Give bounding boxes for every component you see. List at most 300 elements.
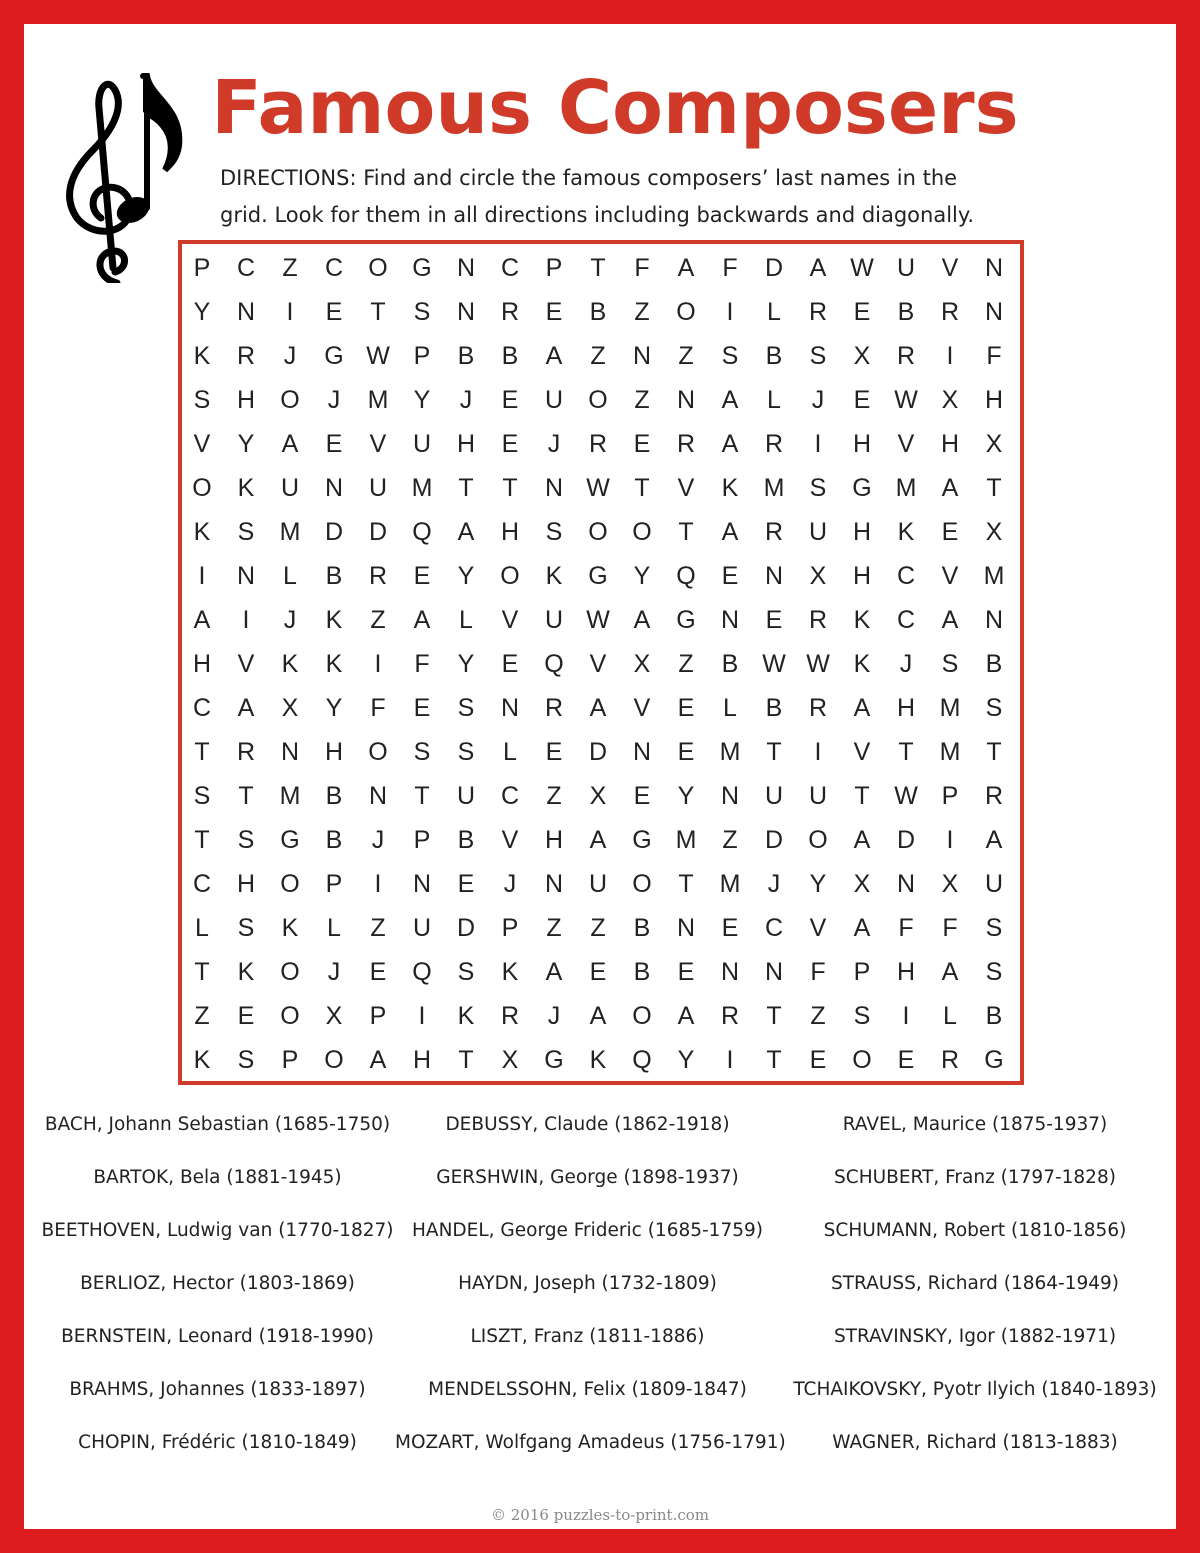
grid-cell[interactable]: H — [984, 385, 1004, 414]
grid-cell[interactable]: K — [193, 1045, 211, 1074]
grid-cell[interactable]: Q — [412, 517, 432, 546]
grid-cell[interactable]: O — [500, 561, 520, 590]
grid-cell[interactable]: F — [722, 253, 738, 282]
grid-cell[interactable]: E — [721, 913, 739, 942]
grid-cell[interactable]: N — [500, 693, 520, 722]
grid-cell[interactable]: Z — [282, 253, 298, 282]
grid-cell[interactable]: B — [897, 297, 915, 326]
grid-cell[interactable]: F — [810, 957, 826, 986]
grid-cell[interactable]: G — [852, 473, 872, 502]
grid-cell[interactable]: N — [764, 957, 784, 986]
grid-cell[interactable]: O — [368, 253, 388, 282]
grid-cell[interactable]: L — [767, 385, 781, 414]
grid-cell[interactable]: E — [633, 429, 651, 458]
grid-cell[interactable]: B — [765, 693, 783, 722]
grid-cell[interactable]: E — [677, 957, 695, 986]
grid-cell[interactable]: C — [896, 561, 916, 590]
grid-cell[interactable]: V — [897, 429, 915, 458]
grid-cell[interactable]: I — [374, 649, 382, 678]
grid-cell[interactable]: P — [193, 253, 211, 282]
grid-cell[interactable]: H — [544, 825, 564, 854]
grid-cell[interactable]: U — [544, 605, 564, 634]
grid-cell[interactable]: A — [853, 825, 871, 854]
grid-cell[interactable]: R — [764, 429, 784, 458]
grid-cell[interactable]: Z — [370, 913, 386, 942]
grid-cell[interactable]: V — [193, 429, 211, 458]
grid-cell[interactable]: U — [456, 781, 476, 810]
grid-cell[interactable]: O — [852, 1045, 872, 1074]
grid-cell[interactable]: O — [588, 517, 608, 546]
grid-cell[interactable]: A — [809, 253, 827, 282]
grid-cell[interactable]: J — [503, 869, 517, 898]
grid-cell[interactable]: T — [766, 737, 782, 766]
grid-cell[interactable]: W — [894, 385, 918, 414]
grid-cell[interactable]: E — [897, 1045, 915, 1074]
grid-cell[interactable]: B — [985, 1001, 1003, 1030]
grid-cell[interactable]: F — [898, 913, 914, 942]
grid-cell[interactable]: T — [766, 1045, 782, 1074]
grid-cell[interactable]: F — [634, 253, 650, 282]
grid-cell[interactable]: T — [414, 781, 430, 810]
grid-cell[interactable]: U — [808, 517, 828, 546]
grid-cell[interactable]: V — [369, 429, 387, 458]
grid-cell[interactable]: N — [544, 869, 564, 898]
grid-cell[interactable]: L — [503, 737, 517, 766]
grid-cell[interactable]: R — [544, 693, 564, 722]
grid-cell[interactable]: Z — [634, 297, 650, 326]
grid-cell[interactable]: B — [633, 913, 651, 942]
grid-cell[interactable]: Y — [809, 869, 827, 898]
grid-cell[interactable]: E — [941, 517, 959, 546]
grid-cell[interactable]: M — [279, 781, 301, 810]
grid-cell[interactable]: W — [366, 341, 390, 370]
grid-cell[interactable]: O — [280, 1001, 300, 1030]
grid-cell[interactable]: Q — [632, 1045, 652, 1074]
grid-cell[interactable]: N — [456, 253, 476, 282]
grid-cell[interactable]: S — [721, 341, 739, 370]
grid-cell[interactable]: A — [413, 605, 431, 634]
grid-cell[interactable]: U — [280, 473, 300, 502]
grid-cell[interactable]: P — [853, 957, 871, 986]
grid-cell[interactable]: L — [767, 297, 781, 326]
grid-cell[interactable]: L — [283, 561, 297, 590]
grid-cell[interactable]: A — [721, 385, 739, 414]
grid-cell[interactable]: Z — [810, 1001, 826, 1030]
grid-cell[interactable]: W — [894, 781, 918, 810]
grid-cell[interactable]: U — [588, 869, 608, 898]
grid-cell[interactable]: U — [764, 781, 784, 810]
grid-cell[interactable]: A — [853, 693, 871, 722]
grid-cell[interactable]: E — [501, 429, 519, 458]
grid-cell[interactable]: P — [281, 1045, 299, 1074]
grid-cell[interactable]: S — [809, 341, 827, 370]
grid-cell[interactable]: D — [456, 913, 476, 942]
grid-cell[interactable]: I — [814, 737, 822, 766]
grid-cell[interactable]: Z — [634, 385, 650, 414]
grid-cell[interactable]: S — [853, 1001, 871, 1030]
grid-cell[interactable]: Z — [590, 913, 606, 942]
grid-cell[interactable]: A — [677, 1001, 695, 1030]
grid-cell[interactable]: E — [325, 297, 343, 326]
grid-cell[interactable]: J — [811, 385, 825, 414]
grid-cell[interactable]: C — [896, 605, 916, 634]
grid-cell[interactable]: J — [327, 957, 341, 986]
grid-cell[interactable]: N — [456, 297, 476, 326]
grid-cell[interactable]: R — [764, 517, 784, 546]
grid-cell[interactable]: M — [983, 561, 1005, 590]
grid-cell[interactable]: E — [501, 385, 519, 414]
grid-cell[interactable]: K — [501, 957, 519, 986]
grid-cell[interactable]: K — [545, 561, 563, 590]
grid-cell[interactable]: M — [719, 869, 741, 898]
grid-cell[interactable]: A — [369, 1045, 387, 1074]
grid-cell[interactable]: N — [280, 737, 300, 766]
grid-cell[interactable]: S — [237, 825, 255, 854]
grid-cell[interactable]: X — [985, 429, 1003, 458]
grid-cell[interactable]: E — [853, 385, 871, 414]
grid-cell[interactable]: N — [632, 737, 652, 766]
grid-cell[interactable]: G — [676, 605, 696, 634]
grid-cell[interactable]: E — [853, 297, 871, 326]
grid-cell[interactable]: V — [633, 693, 651, 722]
grid-cell[interactable]: C — [324, 253, 344, 282]
grid-cell[interactable]: T — [590, 253, 606, 282]
grid-cell[interactable]: N — [676, 913, 696, 942]
grid-cell[interactable]: I — [814, 429, 822, 458]
grid-cell[interactable]: O — [808, 825, 828, 854]
grid-cell[interactable]: K — [237, 473, 255, 502]
grid-cell[interactable]: U — [544, 385, 564, 414]
grid-cell[interactable]: Y — [325, 693, 343, 722]
grid-cell[interactable]: T — [194, 825, 210, 854]
grid-cell[interactable]: W — [762, 649, 786, 678]
grid-cell[interactable]: G — [324, 341, 344, 370]
grid-cell[interactable]: T — [634, 473, 650, 502]
grid-cell[interactable]: K — [193, 341, 211, 370]
grid-cell[interactable]: K — [281, 913, 299, 942]
grid-cell[interactable]: I — [374, 869, 382, 898]
grid-cell[interactable]: D — [324, 517, 344, 546]
grid-cell[interactable]: Y — [457, 561, 475, 590]
grid-cell[interactable]: O — [632, 1001, 652, 1030]
grid-cell[interactable]: C — [500, 253, 520, 282]
grid-cell[interactable]: I — [242, 605, 250, 634]
grid-cell[interactable]: C — [192, 693, 212, 722]
grid-cell[interactable]: R — [940, 1045, 960, 1074]
grid-cell[interactable]: H — [324, 737, 344, 766]
grid-cell[interactable]: B — [501, 341, 519, 370]
grid-cell[interactable]: V — [941, 561, 959, 590]
grid-cell[interactable]: M — [895, 473, 917, 502]
grid-cell[interactable]: I — [726, 1045, 734, 1074]
grid-cell[interactable]: U — [412, 429, 432, 458]
grid-cell[interactable]: S — [809, 473, 827, 502]
grid-cell[interactable]: V — [589, 649, 607, 678]
grid-cell[interactable]: T — [502, 473, 518, 502]
grid-cell[interactable]: E — [325, 429, 343, 458]
grid-cell[interactable]: J — [283, 605, 297, 634]
grid-cell[interactable]: R — [236, 737, 256, 766]
grid-cell[interactable]: R — [940, 297, 960, 326]
grid-cell[interactable]: Z — [590, 341, 606, 370]
grid-cell[interactable]: T — [678, 517, 694, 546]
grid-cell[interactable]: R — [808, 297, 828, 326]
grid-cell[interactable]: E — [501, 649, 519, 678]
grid-cell[interactable]: J — [767, 869, 781, 898]
grid-cell[interactable]: A — [545, 341, 563, 370]
grid-cell[interactable]: K — [237, 957, 255, 986]
grid-cell[interactable]: L — [195, 913, 209, 942]
grid-cell[interactable]: H — [456, 429, 476, 458]
grid-cell[interactable]: X — [281, 693, 299, 722]
grid-cell[interactable]: Y — [677, 781, 695, 810]
grid-cell[interactable]: X — [941, 385, 959, 414]
grid-cell[interactable]: V — [853, 737, 871, 766]
grid-cell[interactable]: X — [941, 869, 959, 898]
grid-cell[interactable]: T — [766, 1001, 782, 1030]
grid-cell[interactable]: H — [896, 693, 916, 722]
grid-cell[interactable]: Z — [370, 605, 386, 634]
grid-cell[interactable]: N — [984, 253, 1004, 282]
grid-cell[interactable]: L — [327, 913, 341, 942]
grid-cell[interactable]: A — [941, 605, 959, 634]
grid-cell[interactable]: U — [984, 869, 1004, 898]
grid-cell[interactable]: Q — [544, 649, 564, 678]
grid-cell[interactable]: S — [457, 957, 475, 986]
grid-cell[interactable]: N — [544, 473, 564, 502]
grid-cell[interactable]: R — [720, 1001, 740, 1030]
grid-cell[interactable]: G — [280, 825, 300, 854]
grid-cell[interactable]: X — [853, 869, 871, 898]
grid-cell[interactable]: B — [721, 649, 739, 678]
grid-cell[interactable]: E — [545, 737, 563, 766]
grid-cell[interactable]: G — [588, 561, 608, 590]
grid-cell[interactable]: F — [942, 913, 958, 942]
grid-cell[interactable]: M — [675, 825, 697, 854]
grid-cell[interactable]: B — [765, 341, 783, 370]
grid-cell[interactable]: M — [763, 473, 785, 502]
grid-cell[interactable]: U — [368, 473, 388, 502]
grid-cell[interactable]: K — [325, 605, 343, 634]
grid-cell[interactable]: R — [676, 429, 696, 458]
grid-cell[interactable]: Y — [413, 385, 431, 414]
grid-cell[interactable]: J — [327, 385, 341, 414]
grid-cell[interactable]: S — [237, 913, 255, 942]
grid-cell[interactable]: C — [236, 253, 256, 282]
grid-cell[interactable]: W — [586, 605, 610, 634]
grid-cell[interactable]: U — [412, 913, 432, 942]
grid-cell[interactable]: H — [940, 429, 960, 458]
grid-cell[interactable]: W — [586, 473, 610, 502]
grid-cell[interactable]: A — [193, 605, 211, 634]
grid-cell[interactable]: A — [589, 1001, 607, 1030]
grid-cell[interactable]: R — [808, 605, 828, 634]
grid-cell[interactable]: B — [985, 649, 1003, 678]
grid-cell[interactable]: T — [194, 957, 210, 986]
grid-cell[interactable]: T — [986, 473, 1002, 502]
grid-cell[interactable]: S — [193, 385, 211, 414]
grid-cell[interactable]: X — [501, 1045, 519, 1074]
grid-cell[interactable]: N — [720, 957, 740, 986]
grid-cell[interactable]: O — [632, 517, 652, 546]
grid-cell[interactable]: E — [809, 1045, 827, 1074]
grid-cell[interactable]: R — [984, 781, 1004, 810]
grid-cell[interactable]: J — [547, 429, 561, 458]
grid-cell[interactable]: N — [324, 473, 344, 502]
grid-cell[interactable]: D — [896, 825, 916, 854]
grid-cell[interactable]: S — [985, 957, 1003, 986]
grid-cell[interactable]: M — [939, 737, 961, 766]
grid-cell[interactable]: V — [501, 605, 519, 634]
grid-cell[interactable]: Z — [546, 781, 562, 810]
grid-cell[interactable]: Y — [633, 561, 651, 590]
grid-cell[interactable]: T — [194, 737, 210, 766]
grid-cell[interactable]: B — [325, 561, 343, 590]
grid-cell[interactable]: Y — [457, 649, 475, 678]
grid-cell[interactable]: M — [939, 693, 961, 722]
grid-cell[interactable]: E — [677, 737, 695, 766]
grid-cell[interactable]: H — [236, 869, 256, 898]
grid-cell[interactable]: S — [545, 517, 563, 546]
grid-cell[interactable]: H — [896, 957, 916, 986]
grid-cell[interactable]: Z — [678, 649, 694, 678]
grid-cell[interactable]: O — [280, 385, 300, 414]
grid-cell[interactable]: K — [193, 517, 211, 546]
grid-cell[interactable]: K — [281, 649, 299, 678]
grid-cell[interactable]: C — [500, 781, 520, 810]
grid-cell[interactable]: X — [853, 341, 871, 370]
grid-cell[interactable]: K — [325, 649, 343, 678]
grid-cell[interactable]: F — [986, 341, 1002, 370]
grid-cell[interactable]: Z — [678, 341, 694, 370]
grid-cell[interactable]: N — [720, 781, 740, 810]
grid-cell[interactable]: E — [457, 869, 475, 898]
grid-cell[interactable]: V — [501, 825, 519, 854]
grid-cell[interactable]: A — [589, 825, 607, 854]
grid-cell[interactable]: H — [236, 385, 256, 414]
grid-cell[interactable]: R — [236, 341, 256, 370]
grid-cell[interactable]: K — [721, 473, 739, 502]
grid-cell[interactable]: U — [896, 253, 916, 282]
grid-cell[interactable]: D — [588, 737, 608, 766]
grid-cell[interactable]: G — [544, 1045, 564, 1074]
grid-cell[interactable]: R — [588, 429, 608, 458]
grid-cell[interactable]: E — [413, 561, 431, 590]
grid-cell[interactable]: O — [324, 1045, 344, 1074]
grid-cell[interactable]: T — [898, 737, 914, 766]
grid-cell[interactable]: T — [238, 781, 254, 810]
grid-cell[interactable]: G — [984, 1045, 1004, 1074]
grid-cell[interactable]: E — [237, 1001, 255, 1030]
grid-cell[interactable]: I — [946, 341, 954, 370]
grid-cell[interactable]: T — [458, 1045, 474, 1074]
grid-cell[interactable]: K — [853, 605, 871, 634]
grid-cell[interactable]: P — [545, 253, 563, 282]
grid-cell[interactable]: O — [192, 473, 212, 502]
grid-cell[interactable]: E — [633, 781, 651, 810]
grid-cell[interactable]: M — [367, 385, 389, 414]
grid-cell[interactable]: X — [985, 517, 1003, 546]
grid-cell[interactable]: W — [850, 253, 874, 282]
grid-cell[interactable]: S — [413, 297, 431, 326]
grid-cell[interactable]: X — [633, 649, 651, 678]
grid-cell[interactable]: O — [588, 385, 608, 414]
grid-cell[interactable]: B — [589, 297, 607, 326]
grid-cell[interactable]: O — [368, 737, 388, 766]
grid-cell[interactable]: P — [501, 913, 519, 942]
grid-cell[interactable]: C — [764, 913, 784, 942]
grid-cell[interactable]: V — [941, 253, 959, 282]
grid-cell[interactable]: E — [369, 957, 387, 986]
grid-cell[interactable]: P — [941, 781, 959, 810]
grid-cell[interactable]: R — [500, 1001, 520, 1030]
grid-cell[interactable]: E — [721, 561, 739, 590]
grid-cell[interactable]: F — [370, 693, 386, 722]
grid-cell[interactable]: L — [723, 693, 737, 722]
grid-cell[interactable]: X — [809, 561, 827, 590]
grid-cell[interactable]: F — [414, 649, 430, 678]
grid-cell[interactable]: A — [457, 517, 475, 546]
grid-cell[interactable]: A — [545, 957, 563, 986]
grid-cell[interactable]: A — [941, 473, 959, 502]
grid-cell[interactable]: N — [236, 561, 256, 590]
grid-cell[interactable]: K — [853, 649, 871, 678]
grid-cell[interactable]: J — [899, 649, 913, 678]
grid-cell[interactable]: C — [192, 869, 212, 898]
grid-cell[interactable]: S — [985, 913, 1003, 942]
grid-cell[interactable]: B — [633, 957, 651, 986]
grid-cell[interactable]: S — [985, 693, 1003, 722]
grid-cell[interactable]: R — [368, 561, 388, 590]
grid-cell[interactable]: T — [458, 473, 474, 502]
grid-cell[interactable]: A — [985, 825, 1003, 854]
grid-cell[interactable]: N — [368, 781, 388, 810]
grid-cell[interactable]: P — [325, 869, 343, 898]
grid-cell[interactable]: P — [413, 825, 431, 854]
grid-cell[interactable]: J — [459, 385, 473, 414]
grid-cell[interactable]: N — [236, 297, 256, 326]
grid-cell[interactable]: J — [371, 825, 385, 854]
grid-cell[interactable]: P — [413, 341, 431, 370]
grid-cell[interactable]: I — [286, 297, 294, 326]
grid-cell[interactable]: K — [457, 1001, 475, 1030]
grid-cell[interactable]: T — [986, 737, 1002, 766]
grid-cell[interactable]: A — [941, 957, 959, 986]
grid-cell[interactable]: Z — [546, 913, 562, 942]
grid-cell[interactable]: O — [632, 869, 652, 898]
grid-cell[interactable]: M — [719, 737, 741, 766]
grid-cell[interactable]: E — [545, 297, 563, 326]
grid-cell[interactable]: O — [280, 869, 300, 898]
grid-cell[interactable]: B — [325, 781, 343, 810]
grid-cell[interactable]: E — [589, 957, 607, 986]
grid-cell[interactable]: H — [192, 649, 212, 678]
grid-cell[interactable]: L — [459, 605, 473, 634]
grid-cell[interactable]: K — [897, 517, 915, 546]
grid-cell[interactable]: L — [943, 1001, 957, 1030]
grid-cell[interactable]: V — [237, 649, 255, 678]
grid-cell[interactable]: A — [721, 517, 739, 546]
grid-cell[interactable]: Y — [677, 1045, 695, 1074]
grid-cell[interactable]: W — [806, 649, 830, 678]
grid-cell[interactable]: T — [854, 781, 870, 810]
grid-cell[interactable]: H — [412, 1045, 432, 1074]
grid-cell[interactable]: D — [368, 517, 388, 546]
grid-cell[interactable]: Y — [237, 429, 255, 458]
grid-cell[interactable]: S — [457, 693, 475, 722]
grid-cell[interactable]: I — [198, 561, 206, 590]
grid-cell[interactable]: H — [852, 517, 872, 546]
